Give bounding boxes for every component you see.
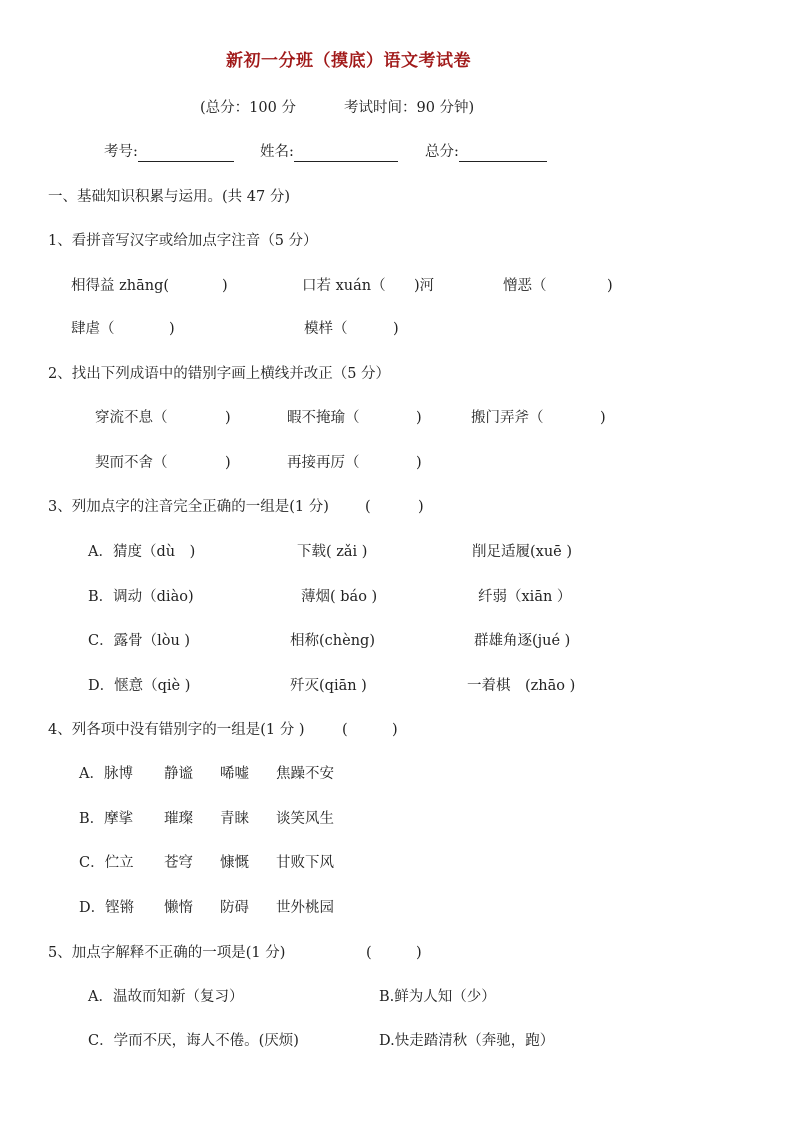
name-field: [260, 142, 398, 162]
q5-option: D.快走踏清秋（奔驰，跑）: [379, 1033, 555, 1049]
q3-option: 群雄角逐(jué ): [474, 633, 571, 649]
q3-option: 一着棋 (zhāo ): [467, 678, 576, 694]
q4-option: D．铿锵: [79, 900, 135, 916]
q4-answer-close: ): [392, 722, 398, 738]
q4-word: 静谧: [164, 766, 193, 782]
q2-item: 穿流不息（: [95, 410, 168, 426]
score-blank[interactable]: [459, 145, 547, 162]
exam-no-label: 考号:: [104, 144, 138, 160]
q3-option: 相称(chèng): [290, 633, 375, 649]
exam-no-field: [104, 142, 234, 162]
q4-word: 青睐: [220, 811, 249, 827]
q3-option: 薄烟( báo ): [301, 589, 378, 605]
total-score: (总分：100 分: [200, 100, 296, 116]
q3-option: D．惬意（qiè ): [88, 678, 191, 694]
q4-word: 唏嘘: [220, 766, 249, 782]
q4-word: 甘败下风: [276, 855, 334, 871]
q2-item-close: ): [225, 410, 231, 426]
q4-option: B．摩挲: [79, 811, 134, 827]
score-field: [425, 142, 547, 162]
q1-item: 憎恶（: [503, 278, 547, 294]
q4-word: 璀璨: [164, 811, 193, 827]
q1-item-close: ): [169, 321, 175, 337]
q1-item-close: ): [607, 278, 613, 294]
q3-option: B．调动（diào): [88, 589, 194, 605]
q1-heading: 1、看拼音写汉字或给加点字注音（5 分）: [48, 233, 318, 249]
q5-option: A．温故而知新（复习）: [88, 989, 244, 1005]
q3-option: A．猜度（dù ): [88, 544, 196, 560]
q2-item: 再接再厉（: [287, 455, 360, 471]
section-heading: 一、基础知识积累与运用。(共 47 分): [48, 189, 290, 205]
q3-answer-close: ): [418, 499, 424, 515]
q1-item: 口若 xuán（: [302, 278, 386, 294]
name-blank[interactable]: [294, 145, 398, 162]
q4-word: 焦躁不安: [276, 766, 334, 782]
q3-option: 纤弱（xiān ）: [478, 589, 572, 605]
q5-answer-open: (: [366, 945, 372, 961]
q4-word: 懒惰: [164, 900, 193, 916]
q4-word: 谈笑风生: [276, 811, 334, 827]
q3-answer-open: (: [365, 499, 371, 515]
q2-item-close: ): [416, 455, 422, 471]
exam-time: 考试时间：90 分钟): [344, 100, 475, 116]
q1-item-close: ): [222, 278, 228, 294]
q5-answer-close: ): [416, 945, 422, 961]
q4-heading: 4、列各项中没有错别字的一组是(1 分 ): [48, 722, 305, 738]
q3-option: 削足适履(xuē ): [472, 544, 573, 560]
q5-option: B.鲜为人知（少）: [379, 989, 496, 1005]
q3-option: 下载( zǎi ): [297, 544, 368, 560]
q4-option: A．脉博: [79, 766, 133, 782]
q1-item-close: )河: [414, 278, 435, 294]
q4-option: C．伫立: [79, 855, 134, 871]
q1-item: 相得益 zhāng(: [71, 278, 170, 294]
q2-heading: 2、找出下列成语中的错别字画上横线并改正（5 分）: [48, 366, 391, 382]
q4-word: 慷慨: [220, 855, 249, 871]
q3-heading: 3、列加点字的注音完全正确的一组是(1 分): [48, 499, 329, 515]
q2-item-close: ): [416, 410, 422, 426]
q4-word: 防碍: [220, 900, 249, 916]
name-label: 姓名:: [260, 144, 294, 160]
q4-answer-open: (: [342, 722, 348, 738]
q2-item-close: ): [600, 410, 606, 426]
q5-option: C．学而不厌，诲人不倦。(厌烦): [88, 1033, 299, 1049]
q2-item: 暇不掩瑜（: [287, 410, 360, 426]
q2-item: 契而不舍（: [95, 455, 168, 471]
q4-word: 世外桃园: [276, 900, 334, 916]
q2-item: 搬门弄斧（: [471, 410, 544, 426]
q2-item-close: ): [225, 455, 231, 471]
q3-option: 歼灭(qiān ): [290, 678, 367, 694]
exam-no-blank[interactable]: [138, 145, 234, 162]
q1-item: 肆虐（: [71, 321, 115, 337]
page-title: 新初一分班（摸底）语文考试卷: [226, 51, 471, 71]
q1-item: 模样（: [304, 321, 348, 337]
q4-word: 苍穹: [164, 855, 193, 871]
q3-option: C．露骨（lòu ): [88, 633, 191, 649]
q1-item-close: ): [393, 321, 399, 337]
score-label: 总分:: [425, 144, 459, 160]
q5-heading: 5、加点字解释不正确的一项是(1 分): [48, 945, 286, 961]
